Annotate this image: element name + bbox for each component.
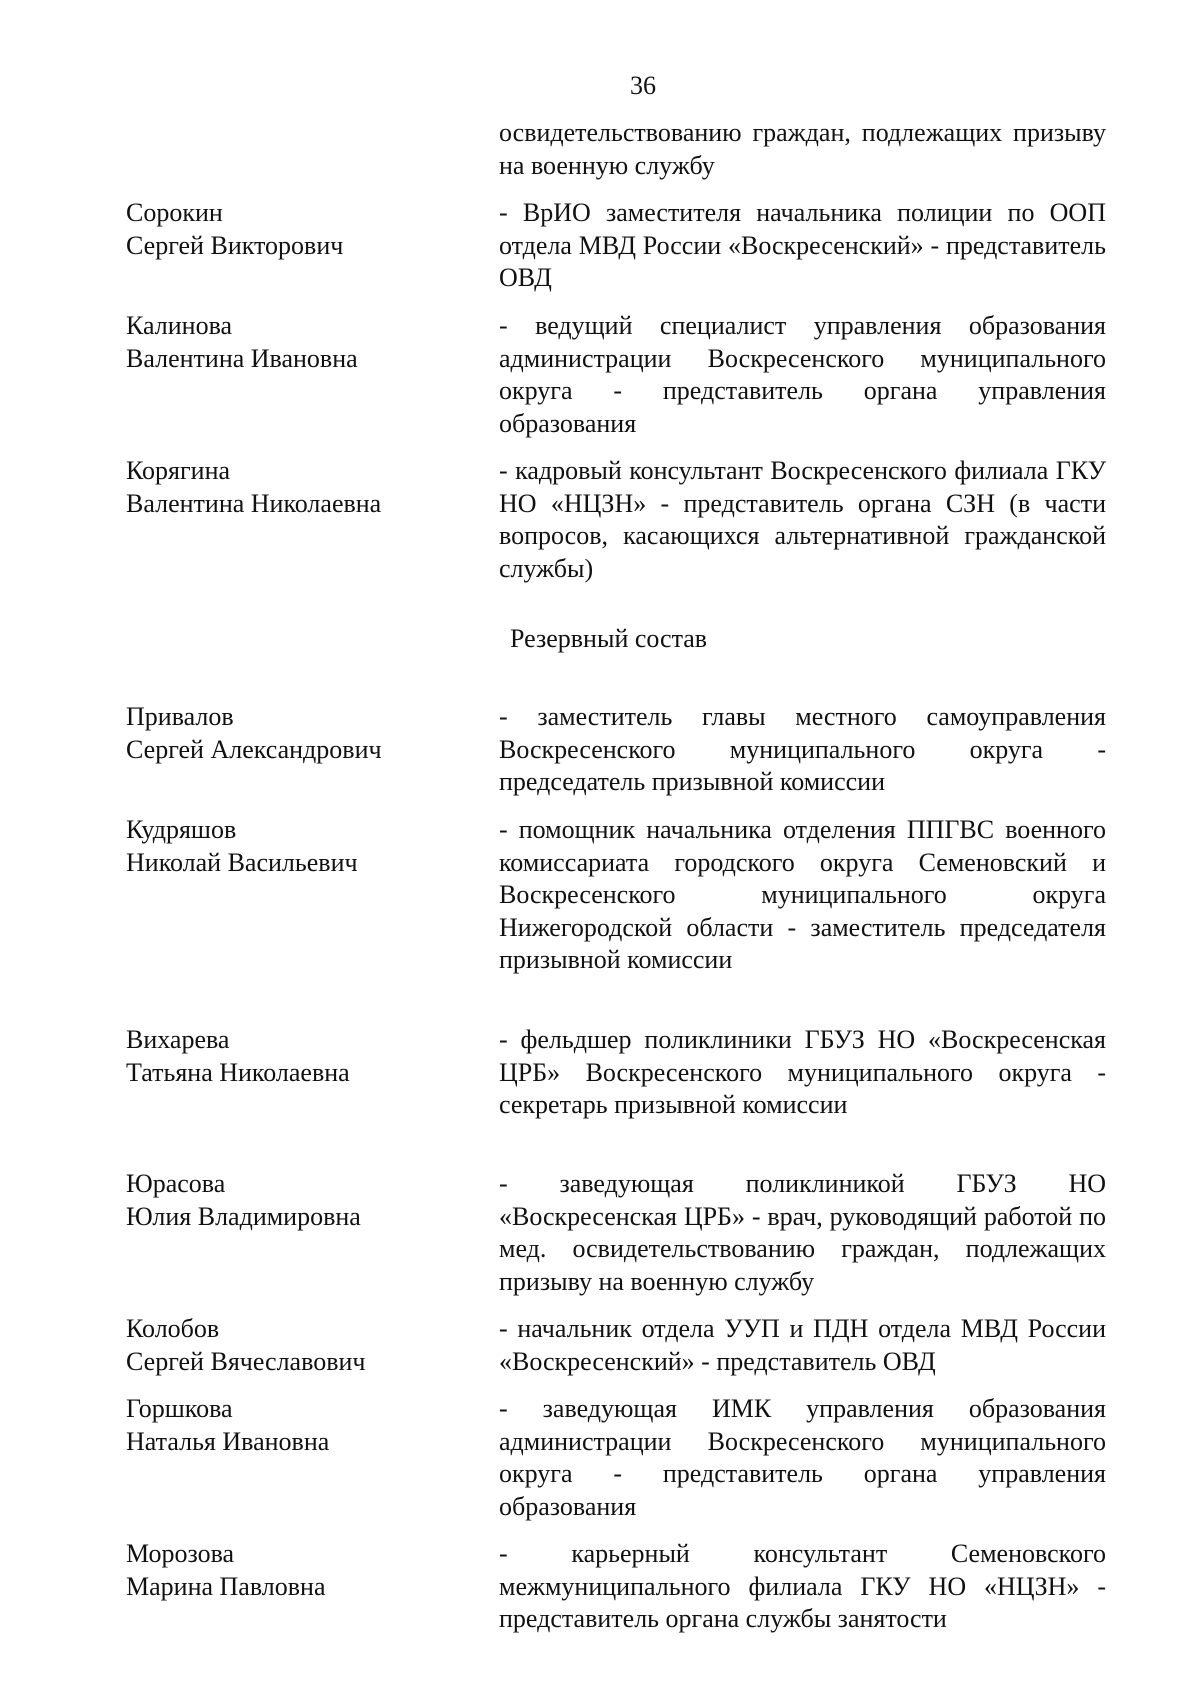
- member-role: - заведующая поликлиникой ГБУЗ НО «Воскресенская ЦРБ» - врач, руководящий работой по мед. освидетельствованию граждан, подлежащих призыву на военную службу: [499, 1169, 1106, 1296]
- member-surname: Калинова: [126, 311, 233, 340]
- member-role: - фельдшер поликлиники ГБУЗ НО «Воскресенская ЦРБ» Воскресенского муниципального округа - секретарь призывной комиссии: [499, 1025, 1106, 1119]
- member-surname: Корягина: [126, 456, 231, 485]
- member-given-names: Наталья Ивановна: [126, 1426, 330, 1456]
- member-name: [126, 1393, 486, 1458]
- member-given-names: Сергей Александрович: [126, 734, 382, 764]
- member-given-names: Татьяна Николаевна: [126, 1057, 350, 1087]
- member-name: [126, 1538, 486, 1603]
- member-surname: Кудряшов: [126, 815, 237, 844]
- member-name: [126, 814, 486, 879]
- member-name: [126, 701, 486, 766]
- member-surname: Привалов: [126, 702, 234, 731]
- continuation-text: освидетельствованию граждан, подлежащих призыву на военную службу: [499, 118, 1106, 180]
- member-role: - кадровый консультант Воскресенского филиала ГКУ НО «НЦЗН» - представитель органа СЗН (в части вопросов, касающихся альтернативной гражданской службы): [499, 456, 1106, 583]
- reserve-section-heading: Резервный состав: [510, 624, 708, 653]
- member-given-names: Валентина Николаевна: [126, 488, 382, 518]
- member-given-names: Юлия Владимировна: [126, 1201, 361, 1231]
- member-surname: Сорокин: [126, 198, 223, 227]
- member-name: [126, 197, 486, 262]
- member-role: - карьерный консультант Семеновского межмуниципального филиала ГКУ НО «НЦЗН» - представитель органа службы занятости: [499, 1539, 1106, 1633]
- member-surname: Колобов: [126, 1314, 220, 1343]
- member-given-names: Сергей Викторович: [126, 230, 344, 260]
- member-name: [126, 1024, 486, 1089]
- member-name: [126, 1168, 486, 1233]
- member-surname: Горшкова: [126, 1394, 233, 1423]
- member-role: - начальник отдела УУП и ПДН отдела МВД России «Воскресенский» - представитель ОВД: [499, 1314, 1106, 1376]
- member-role: - заместитель главы местного самоуправления Воскресенского муниципального округа - председатель призывной комиссии: [499, 702, 1106, 796]
- member-given-names: Сергей Вячеславович: [126, 1346, 366, 1376]
- member-role: - заведующая ИМК управления образования администрации Воскресенского муниципального округа - представитель органа управления образования: [499, 1394, 1106, 1521]
- member-name: [126, 310, 486, 375]
- member-surname: Вихарева: [126, 1025, 230, 1054]
- member-name: [126, 1313, 486, 1378]
- member-role: - ВрИО заместителя начальника полиции по ООП отдела МВД России «Воскресенский» - представитель ОВД: [499, 198, 1106, 292]
- member-given-names: Валентина Ивановна: [126, 343, 358, 373]
- member-role: - помощник начальника отделения ППГВС военного комиссариата городского округа Семеновский и Воскресенского муниципального округа Нижегородской области - заместитель председателя призывной комиссии: [499, 815, 1106, 974]
- member-surname: Юрасова: [126, 1169, 226, 1198]
- page-number: 36: [630, 71, 656, 100]
- member-given-names: Марина Павловна: [126, 1571, 326, 1601]
- member-surname: Морозова: [126, 1539, 235, 1568]
- member-given-names: Николай Васильевич: [126, 847, 358, 877]
- member-role: - ведущий специалист управления образования администрации Воскресенского муниципального округа - представитель органа управления образования: [499, 311, 1106, 438]
- member-name: [126, 455, 486, 520]
